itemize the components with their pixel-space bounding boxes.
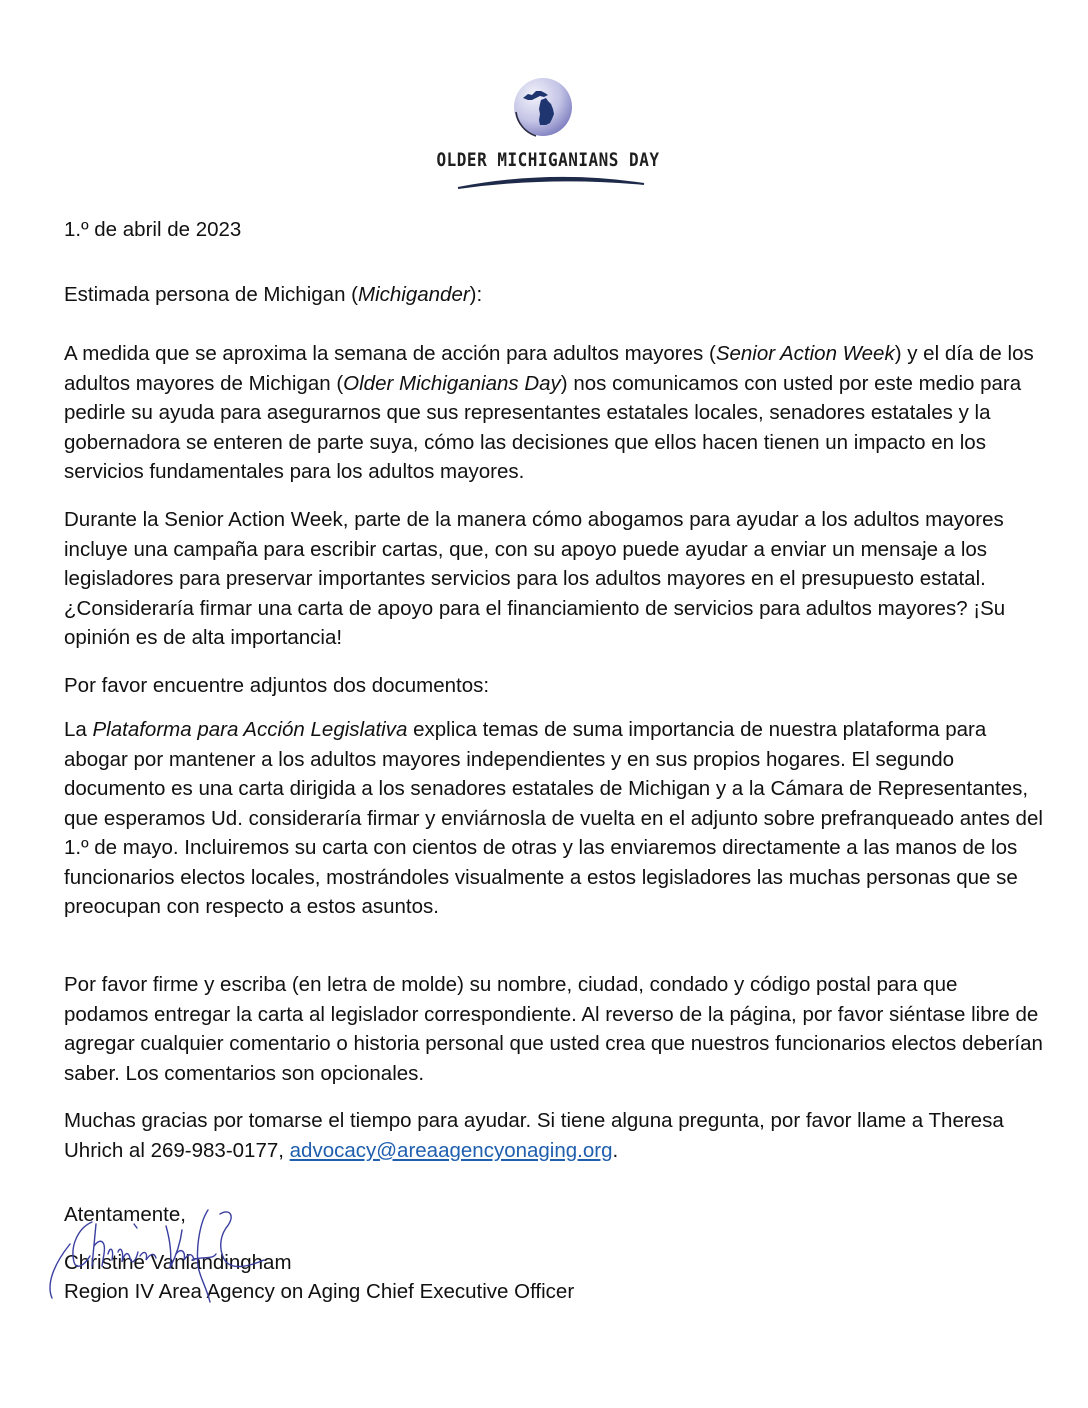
letterhead-title: OLDER MICHIGANIANS DAY	[436, 148, 660, 171]
text-span: A medida que se aproxima la semana de acción para adultos mayores (	[64, 342, 716, 365]
letterhead-logo	[418, 76, 678, 196]
salutation-prefix: Estimada persona de Michigan (	[64, 283, 358, 306]
paragraph-attachments: Por favor encuentre adjuntos dos documentos:	[64, 674, 490, 697]
paragraph-documents	[64, 715, 1044, 922]
senior-action-week-italic: Senior Action Week	[715, 342, 895, 365]
platform-title-italic: Plataforma para Acción Legislativa	[92, 718, 408, 741]
valediction: Atentamente,	[64, 1203, 186, 1226]
paragraph-instructions: Por favor firme y escriba (en letra de molde) su nombre, ciudad, condado y código postal para que podamos entregar la carta al legislador correspondiente. Al reverso de la página, por favor siéntase libre de agregar cualquier comentario o historia personal que usted crea que nuestros funcionarios electos deberían saber. Los comentarios son opcionales.	[64, 973, 1043, 1085]
text-span: La	[64, 718, 93, 741]
text-span: explica temas de suma importancia de nuestra plataforma para abogar por mantener a los adultos mayores independientes y en sus propios hogares. El segundo documento es una carta dirigida a los senadores estatales de Michigan y a la Cámara de Representantes, que esperamos Ud. consideraría firmar y enviárnosla de vuelta en el adjunto sobre prefranqueado antes del 1.º de mayo. Incluiremos su carta con cientos de otras y las enviaremos directamente a las manos de los funcionarios electos locales, mostrándoles visualmente a estos legisladores las muchas personas que se preocupan con respecto a estos asuntos.	[64, 718, 1043, 918]
text-span: .	[612, 1138, 619, 1162]
text-span: ) nos comunicamos con usted por este medio para pedirle su ayuda para asegurarnos que sus representantes estatales locales, senadores estatales y la gobernadora se enteren de parte suya, cómo las decisiones que ellos hacen tienen un impacto en los servicios fundamentales para los adultos mayores.	[64, 371, 1022, 483]
michigan-globe-icon	[510, 76, 574, 140]
text-span: ) y el día de los adultos mayores de Michigan (	[64, 342, 1034, 395]
paragraph-campaign: Durante la Senior Action Week, parte de la manera cómo abogamos para ayudar a los adultos mayores incluye una campaña para escribir cartas, que, con su apoyo puede ayudar a enviar un mensaje a los legisladores para preservar importantes servicios para los adultos mayores en el presupuesto estatal. ¿Consideraría firmar una carta de apoyo para el financiamiento de servicios para adultos mayores? ¡Su opinión es de alta importancia!	[64, 508, 1006, 649]
swoosh-underline-icon	[456, 172, 646, 190]
salutation-italic: Michigander	[358, 283, 470, 306]
email-link[interactable]: advocacy@areaagencyonaging.org	[289, 1138, 613, 1162]
signer-name: Christine Vanlandingham	[64, 1251, 292, 1274]
paragraph-contact	[64, 1106, 1044, 1165]
salutation	[64, 280, 1044, 310]
letter-date: 1.º de abril de 2023	[64, 218, 242, 241]
text-span: Muchas gracias por tomarse el tiempo para ayudar. Si tiene alguna pregunta, por favor llame a Theresa Uhrich al 269-983-0177,	[64, 1109, 1004, 1162]
paragraph-intro	[64, 339, 1044, 487]
older-michiganians-day-italic: Older Michiganians Day	[343, 371, 561, 395]
signer-title: Region IV Area Agency on Aging Chief Executive Officer	[64, 1280, 575, 1303]
salutation-suffix: ):	[469, 283, 483, 306]
